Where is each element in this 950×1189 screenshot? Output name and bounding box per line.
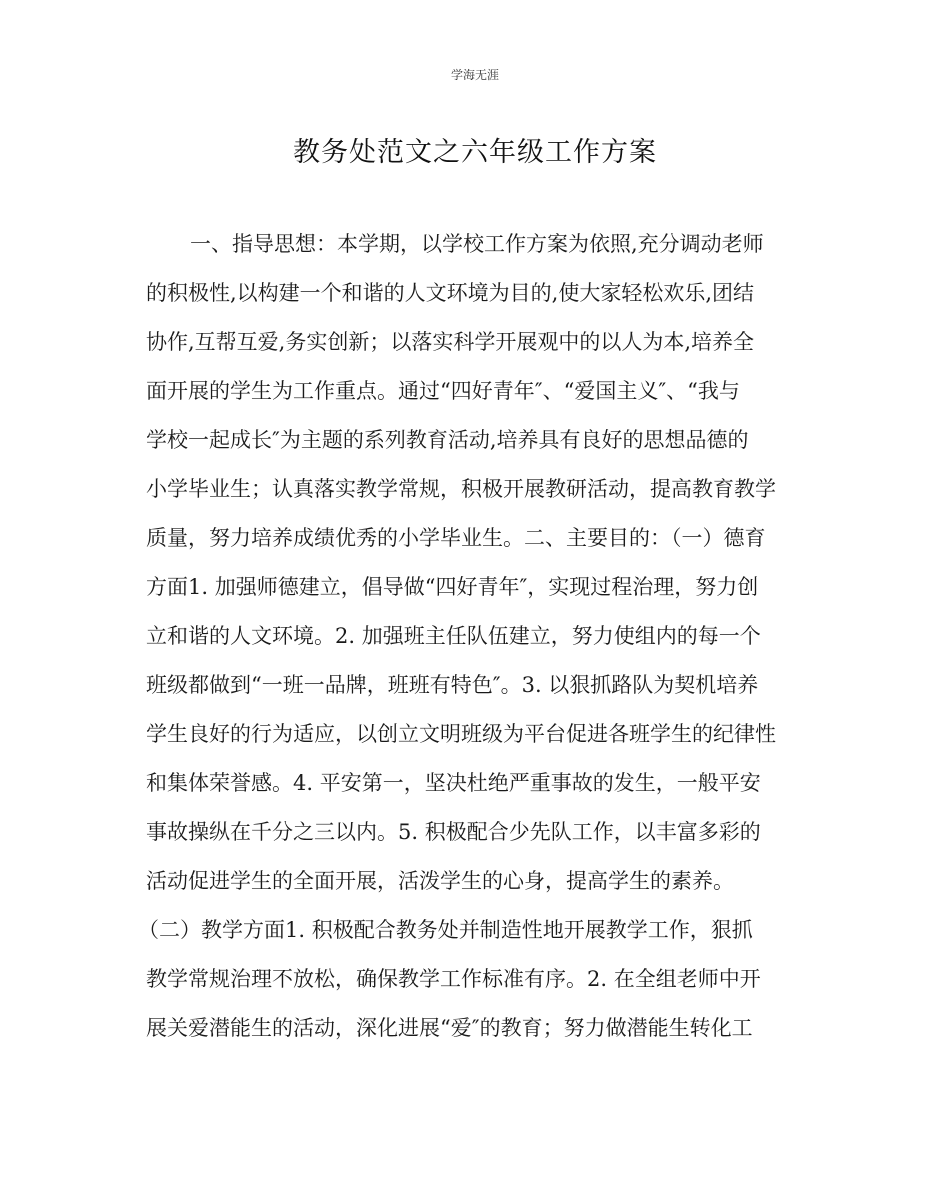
body-line: 活动促进学生的全面开展，活泼学生的心身，提高学生的素养。 [146,869,734,893]
body-line: 和集体荣誉感。4. 平安第一，坚决杜绝严重事故的发生，一般平安 [146,771,761,795]
body-line: 事故操纵在千分之三以内。5. 积极配合少先队工作，以丰富多彩的 [146,820,761,844]
body-line: 小学毕业生；认真落实教学常规，积极开展教研活动，提高教育教学 [146,477,776,501]
body-line: 面开展的学生为工作重点。通过“四好青年″、“爱国主义″、“我与 [146,379,740,403]
body-line: 的积极性,以构建一个和谐的人文环境为目的,使大家轻松欢乐,团结 [146,281,755,305]
body-line: 协作,互帮互爱,务实创新；以落实科学开展观中的以人为本,培养全 [146,330,755,354]
page-header: 学海无涯 [450,68,499,82]
body-line: 教学常规治理不放松，确保教学工作标准有序。2. 在全组老师中开 [146,967,761,991]
body-line: 展关爱潜能生的活动，深化进展“爱″的教育；努力做潜能生转化工 [146,1016,753,1040]
body-line: （二）教学方面1. 积极配合教务处并制造性地开展教学工作，狠抓 [138,918,753,942]
body-line: 班级都做到“一班一品牌，班班有特色″。3. 以狠抓路队为契机培养 [146,673,759,697]
body-line: 质量，努力培养成绩优秀的小学毕业生。二、主要目的：（一）德育 [146,526,766,550]
document-body [138,220,806,1053]
body-line: 立和谐的人文环境。2. 加强班主任队伍建立，努力使组内的每一个 [146,624,761,648]
body-line: 学校一起成长″为主题的系列教育活动,培养具有良好的思想品德的 [146,428,749,452]
body-line: 方面1. 加强师德建立，倡导做“四好青年″，实现过程治理，努力创 [146,575,759,599]
body-line: 一、指导思想：本学期，以学校工作方案为依照,充分调动老师 [190,232,764,256]
document-title: 教务处范文之六年级工作方案 [293,137,657,168]
body-line: 学生良好的行为适应，以创立文明班级为平台促进各班学生的纪律性 [146,722,776,746]
